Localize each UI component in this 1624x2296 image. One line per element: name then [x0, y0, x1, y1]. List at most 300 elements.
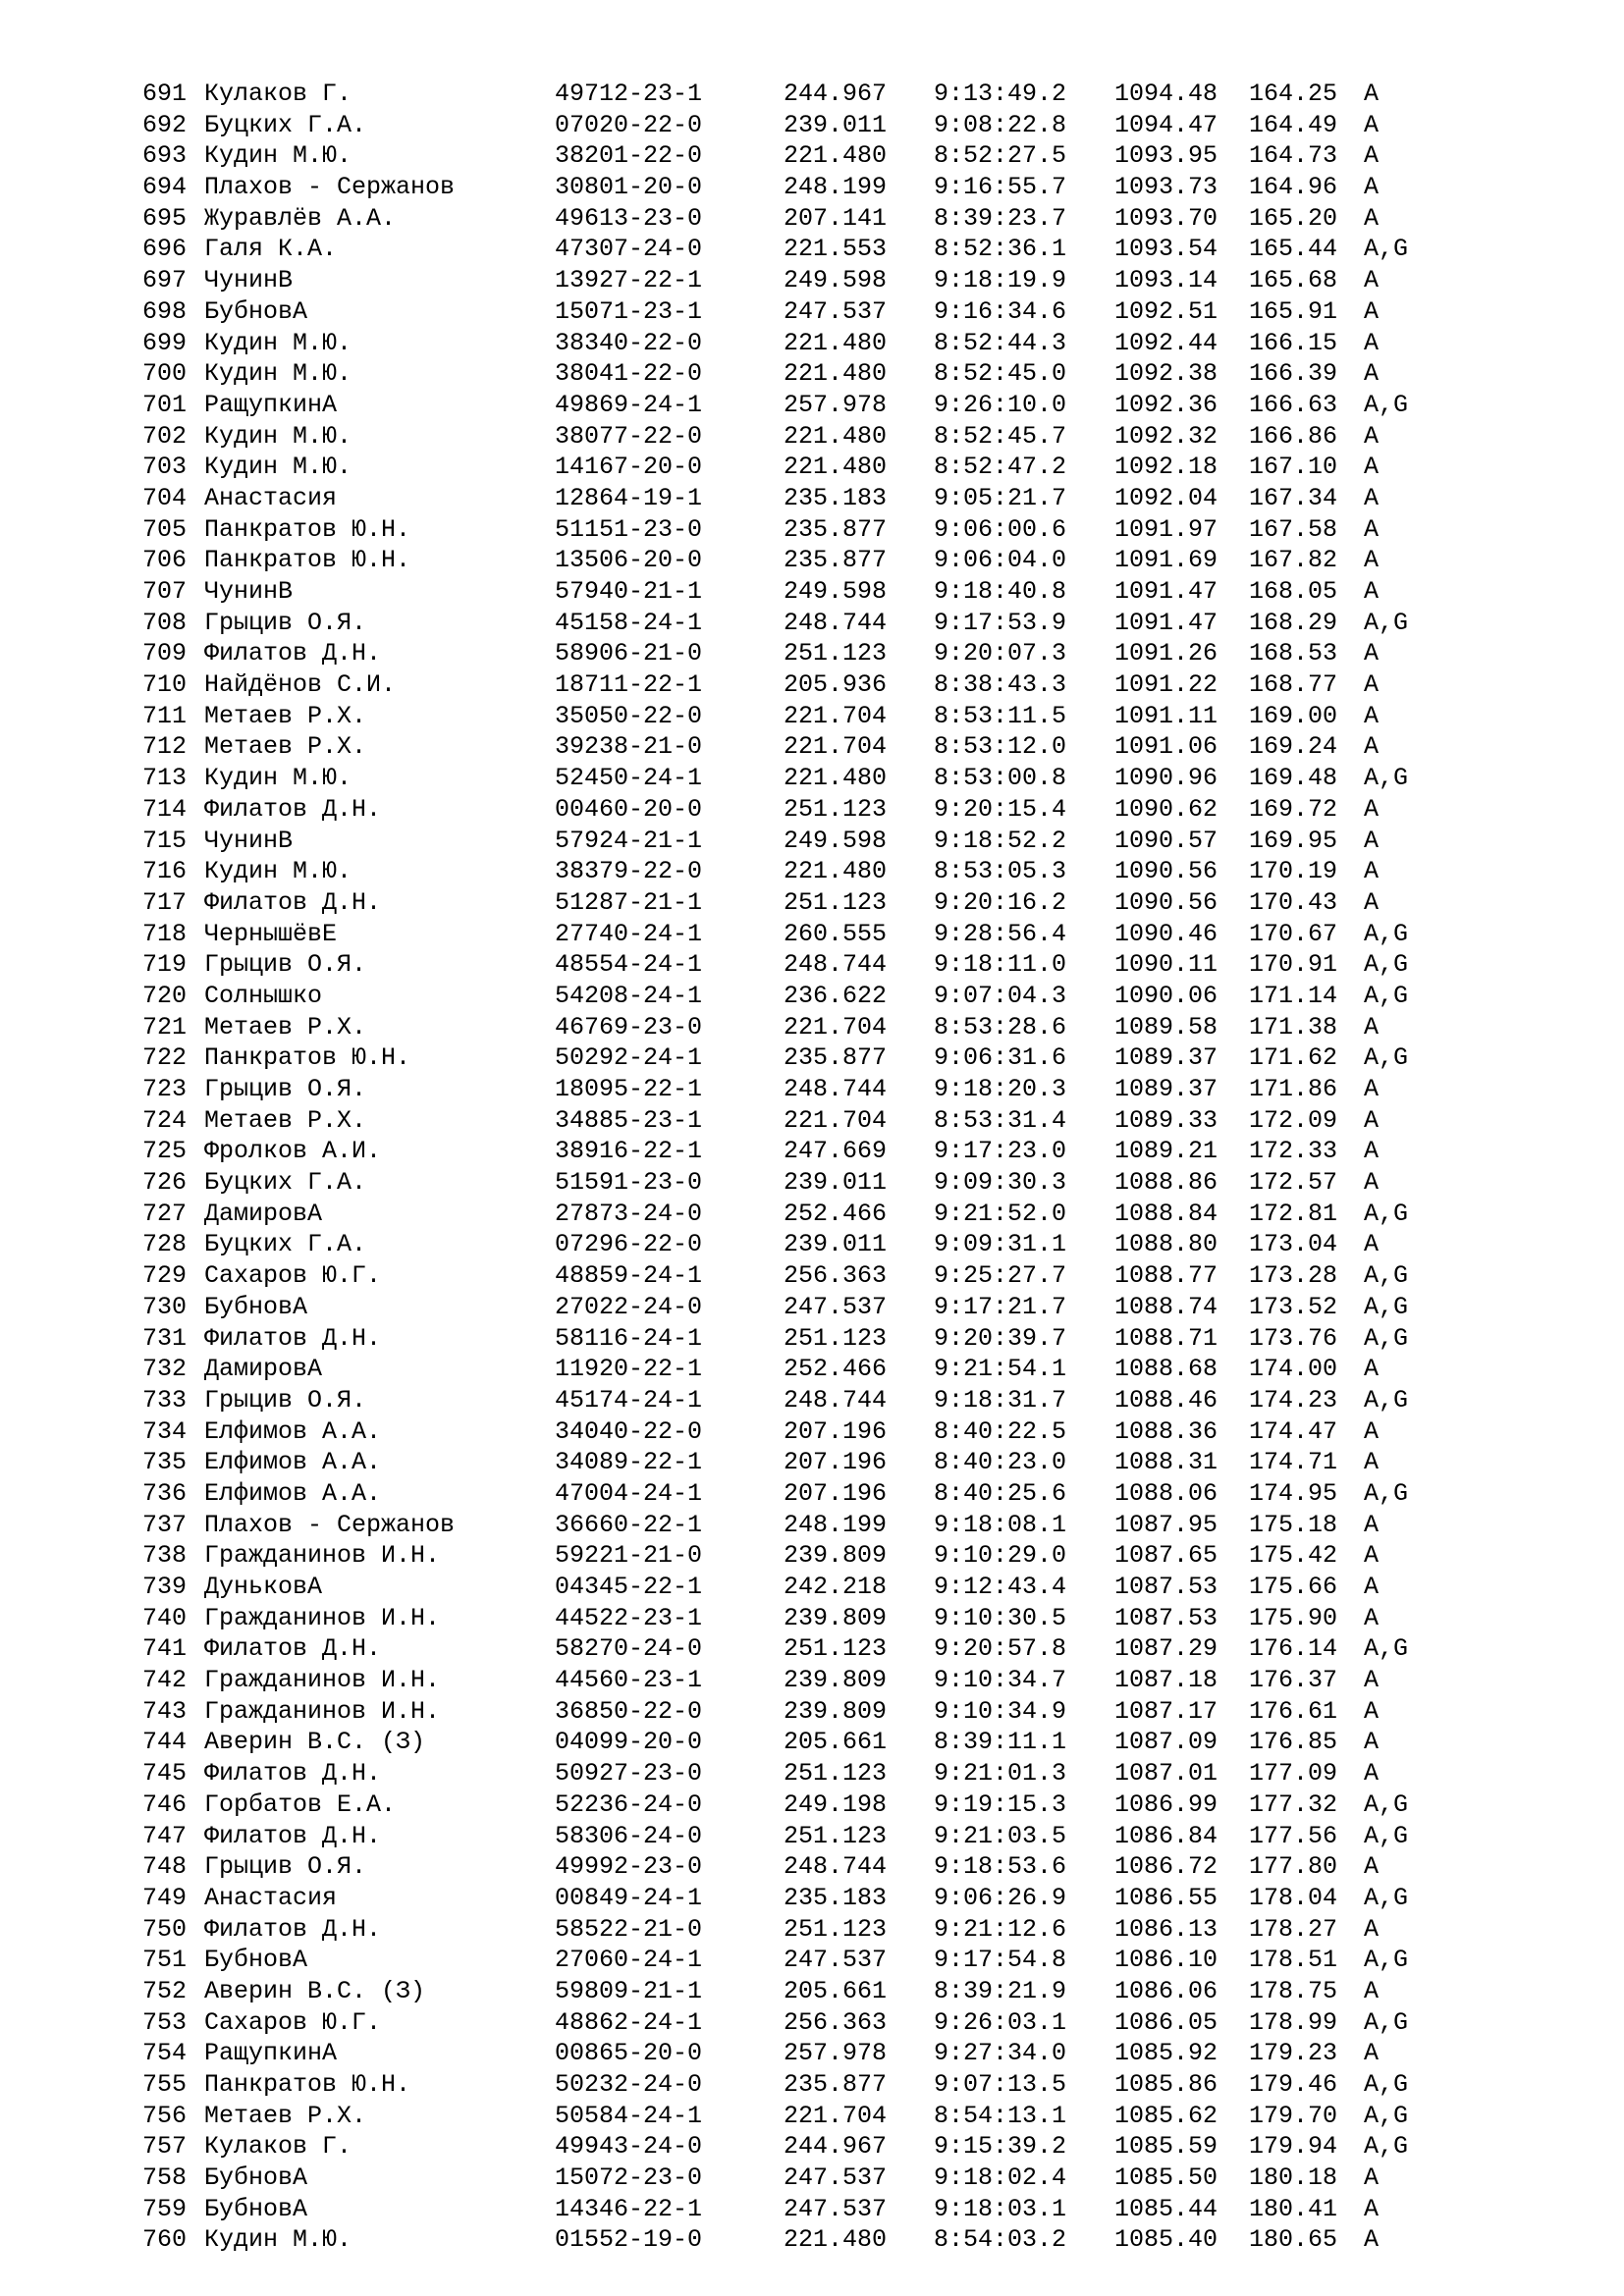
ring-number: 14167-20-0: [555, 453, 703, 482]
flags: A: [1364, 1168, 1380, 1198]
arrival-time: 9:28:56.4: [934, 919, 1067, 948]
result-row: [142, 1167, 1517, 1199]
distance: 221.480: [784, 2225, 888, 2255]
speed: 1090.46: [1114, 919, 1218, 948]
distance: 235.183: [784, 483, 888, 512]
arrival-time: 9:18:20.3: [934, 1075, 1067, 1103]
fancier-name: РащупкинА: [204, 390, 338, 419]
arrival-time: 9:05:21.7: [934, 483, 1067, 512]
fancier-name: Гражданинов И.Н.: [204, 1541, 441, 1571]
flags: A: [1364, 266, 1380, 295]
result-row: [142, 79, 1517, 110]
place: 756: [142, 2101, 188, 2130]
fancier-name: Сахаров Ю.Г.: [204, 1261, 382, 1291]
flags: A,G: [1364, 235, 1409, 264]
result-row: [142, 2194, 1517, 2225]
arrival-time: 8:53:00.8: [934, 764, 1067, 793]
distance: 221.480: [784, 857, 888, 886]
distance: 251.123: [784, 1914, 888, 1944]
result-row: [142, 421, 1517, 453]
flags: A,G: [1364, 1789, 1409, 1819]
result-row: [142, 1416, 1517, 1448]
ring-number: 49712-23-1: [555, 80, 703, 108]
coefficient: 177.56: [1249, 1821, 1338, 1850]
arrival-time: 9:18:40.8: [934, 577, 1067, 606]
speed: 1093.70: [1114, 203, 1218, 233]
place: 743: [142, 1696, 188, 1726]
coefficient: 180.41: [1249, 2194, 1338, 2223]
coefficient: 166.15: [1249, 328, 1338, 357]
distance: 221.704: [784, 1105, 888, 1135]
coefficient: 169.24: [1249, 732, 1338, 762]
arrival-time: 8:39:21.9: [934, 1976, 1067, 2005]
arrival-time: 9:16:34.6: [934, 296, 1067, 326]
flags: A: [1364, 141, 1380, 171]
arrival-time: 9:21:01.3: [934, 1759, 1067, 1789]
coefficient: 179.94: [1249, 2132, 1338, 2162]
flags: A: [1364, 1230, 1380, 1259]
coefficient: 173.04: [1249, 1230, 1338, 1259]
flags: A,G: [1364, 1043, 1409, 1073]
arrival-time: 9:06:31.6: [934, 1043, 1067, 1073]
distance: 249.598: [784, 577, 888, 606]
result-row: [142, 1105, 1517, 1137]
arrival-time: 8:52:44.3: [934, 328, 1067, 357]
result-row: [142, 1572, 1517, 1603]
coefficient: 174.23: [1249, 1385, 1338, 1415]
coefficient: 173.28: [1249, 1261, 1338, 1291]
ring-number: 49613-23-0: [555, 203, 703, 233]
result-row: [142, 1789, 1517, 1821]
speed: 1087.01: [1114, 1759, 1218, 1789]
place: 723: [142, 1075, 188, 1103]
place: 748: [142, 1852, 188, 1882]
result-row: [142, 1945, 1517, 1976]
speed: 1090.06: [1114, 981, 1218, 1010]
place: 731: [142, 1323, 188, 1353]
place: 708: [142, 608, 188, 637]
ring-number: 38041-22-0: [555, 359, 703, 389]
speed: 1092.04: [1114, 483, 1218, 512]
fancier-name: БубновА: [204, 2194, 308, 2223]
distance: 244.967: [784, 2132, 888, 2162]
result-row: [142, 1042, 1517, 1074]
fancier-name: Гражданинов И.Н.: [204, 1696, 441, 1726]
result-row: [142, 1727, 1517, 1758]
flags: A: [1364, 1448, 1380, 1477]
speed: 1089.21: [1114, 1137, 1218, 1166]
result-row: [142, 638, 1517, 669]
distance: 248.744: [784, 950, 888, 980]
arrival-time: 9:18:53.6: [934, 1852, 1067, 1882]
distance: 221.480: [784, 328, 888, 357]
flags: A: [1364, 794, 1380, 824]
arrival-time: 8:53:31.4: [934, 1105, 1067, 1135]
speed: 1087.53: [1114, 1573, 1218, 1601]
ring-number: 36660-22-1: [555, 1510, 703, 1539]
coefficient: 172.81: [1249, 1199, 1338, 1228]
speed: 1088.71: [1114, 1323, 1218, 1353]
flags: A: [1364, 173, 1380, 202]
fancier-name: Грыцив О.Я.: [204, 950, 367, 980]
ring-number: 48859-24-1: [555, 1261, 703, 1291]
fancier-name: Анастасия: [204, 483, 338, 512]
fancier-name: Анастасия: [204, 1883, 338, 1912]
coefficient: 175.42: [1249, 1541, 1338, 1571]
speed: 1092.44: [1114, 328, 1218, 357]
speed: 1086.72: [1114, 1852, 1218, 1882]
ring-number: 38340-22-0: [555, 328, 703, 357]
coefficient: 173.52: [1249, 1292, 1338, 1321]
flags: A,G: [1364, 1323, 1409, 1353]
fancier-name: ЧунинВ: [204, 266, 294, 295]
flags: A: [1364, 1573, 1380, 1601]
flags: A: [1364, 857, 1380, 886]
fancier-name: ДамировА: [204, 1199, 323, 1228]
coefficient: 164.73: [1249, 141, 1338, 171]
ring-number: 45174-24-1: [555, 1385, 703, 1415]
result-row: [142, 949, 1517, 981]
fancier-name: Журавлёв А.А.: [204, 203, 397, 233]
ring-number: 50927-23-0: [555, 1759, 703, 1789]
flags: A,G: [1364, 2101, 1409, 2130]
coefficient: 164.25: [1249, 80, 1338, 108]
flags: A: [1364, 732, 1380, 762]
flags: A: [1364, 2039, 1380, 2068]
ring-number: 36850-22-0: [555, 1696, 703, 1726]
distance: 256.363: [784, 2007, 888, 2037]
fancier-name: Плахов - Сержанов: [204, 1510, 456, 1539]
place: 747: [142, 1821, 188, 1850]
speed: 1085.59: [1114, 2132, 1218, 2162]
ring-number: 12864-19-1: [555, 483, 703, 512]
flags: A: [1364, 2194, 1380, 2223]
result-row: [142, 2007, 1517, 2039]
coefficient: 165.68: [1249, 266, 1338, 295]
fancier-name: Панкратов Ю.Н.: [204, 546, 411, 575]
arrival-time: 9:08:22.8: [934, 110, 1067, 139]
distance: 239.809: [784, 1696, 888, 1726]
result-row: [142, 1914, 1517, 1946]
speed: 1091.47: [1114, 608, 1218, 637]
coefficient: 170.91: [1249, 950, 1338, 980]
distance: 252.466: [784, 1199, 888, 1228]
speed: 1086.05: [1114, 2007, 1218, 2037]
coefficient: 176.37: [1249, 1666, 1338, 1695]
ring-number: 52450-24-1: [555, 764, 703, 793]
flags: A: [1364, 328, 1380, 357]
place: 760: [142, 2225, 188, 2255]
distance: 248.199: [784, 1510, 888, 1539]
fancier-name: Буцких Г.А.: [204, 110, 367, 139]
result-row: [142, 826, 1517, 857]
coefficient: 178.04: [1249, 1883, 1338, 1912]
result-row: [142, 576, 1517, 608]
place: 695: [142, 203, 188, 233]
fancier-name: Грыцив О.Я.: [204, 1385, 367, 1415]
place: 714: [142, 794, 188, 824]
result-row: [142, 2069, 1517, 2101]
result-row: [142, 203, 1517, 235]
arrival-time: 9:18:03.1: [934, 2194, 1067, 2223]
coefficient: 169.95: [1249, 826, 1338, 855]
place: 722: [142, 1043, 188, 1073]
speed: 1091.06: [1114, 732, 1218, 762]
place: 740: [142, 1603, 188, 1632]
flags: A,G: [1364, 764, 1409, 793]
result-row: [142, 1260, 1517, 1292]
distance: 247.537: [784, 2194, 888, 2223]
flags: A,G: [1364, 950, 1409, 980]
coefficient: 170.67: [1249, 919, 1338, 948]
arrival-time: 8:40:25.6: [934, 1478, 1067, 1508]
fancier-name: Филатов Д.Н.: [204, 1634, 382, 1664]
speed: 1091.97: [1114, 514, 1218, 544]
place: 757: [142, 2132, 188, 2162]
distance: 221.480: [784, 421, 888, 451]
flags: A: [1364, 546, 1380, 575]
coefficient: 165.44: [1249, 235, 1338, 264]
result-row: [142, 328, 1517, 359]
arrival-time: 9:10:34.7: [934, 1666, 1067, 1695]
ring-number: 04099-20-0: [555, 1728, 703, 1757]
arrival-time: 8:40:22.5: [934, 1416, 1067, 1446]
fancier-name: Кулаков Г.: [204, 2132, 352, 2162]
result-row: [142, 1540, 1517, 1572]
speed: 1086.99: [1114, 1789, 1218, 1819]
result-row: [142, 731, 1517, 763]
arrival-time: 9:06:04.0: [934, 546, 1067, 575]
ring-number: 49869-24-1: [555, 390, 703, 419]
arrival-time: 9:18:08.1: [934, 1510, 1067, 1539]
coefficient: 172.33: [1249, 1137, 1338, 1166]
flags: A: [1364, 1603, 1380, 1632]
fancier-name: Метаев Р.Х.: [204, 732, 367, 762]
distance: 249.598: [784, 266, 888, 295]
speed: 1087.65: [1114, 1541, 1218, 1571]
speed: 1091.11: [1114, 701, 1218, 730]
distance: 221.480: [784, 764, 888, 793]
result-row: [142, 483, 1517, 514]
result-row: [142, 1074, 1517, 1105]
coefficient: 177.80: [1249, 1852, 1338, 1882]
place: 750: [142, 1914, 188, 1944]
result-row: [142, 1354, 1517, 1385]
coefficient: 180.65: [1249, 2225, 1338, 2255]
fancier-name: Аверин В.С. (З): [204, 1728, 426, 1757]
speed: 1092.38: [1114, 359, 1218, 389]
distance: 251.123: [784, 1821, 888, 1850]
coefficient: 166.39: [1249, 359, 1338, 389]
arrival-time: 9:17:23.0: [934, 1137, 1067, 1166]
fancier-name: ДамировА: [204, 1355, 323, 1384]
flags: A: [1364, 1137, 1380, 1166]
flags: A,G: [1364, 981, 1409, 1010]
fancier-name: Горбатов Е.А.: [204, 1789, 397, 1819]
ring-number: 58906-21-0: [555, 639, 703, 668]
place: 705: [142, 514, 188, 544]
place: 735: [142, 1448, 188, 1477]
ring-number: 14346-22-1: [555, 2194, 703, 2223]
fancier-name: Гражданинов И.Н.: [204, 1603, 441, 1632]
ring-number: 58270-24-0: [555, 1634, 703, 1664]
flags: A: [1364, 421, 1380, 451]
fancier-name: Гражданинов И.Н.: [204, 1666, 441, 1695]
coefficient: 168.77: [1249, 670, 1338, 700]
speed: 1085.62: [1114, 2101, 1218, 2130]
speed: 1091.22: [1114, 670, 1218, 700]
ring-number: 46769-23-0: [555, 1012, 703, 1041]
flags: A: [1364, 1759, 1380, 1789]
place: 691: [142, 80, 188, 108]
result-row: [142, 1696, 1517, 1728]
result-row: [142, 1665, 1517, 1696]
arrival-time: 8:40:23.0: [934, 1448, 1067, 1477]
fancier-name: Филатов Д.Н.: [204, 1914, 382, 1944]
distance: 244.967: [784, 80, 888, 108]
ring-number: 51151-23-0: [555, 514, 703, 544]
speed: 1087.29: [1114, 1634, 1218, 1664]
ring-number: 07020-22-0: [555, 110, 703, 139]
ring-number: 27022-24-0: [555, 1292, 703, 1321]
speed: 1087.95: [1114, 1510, 1218, 1539]
results-list: [142, 79, 1517, 2256]
distance: 247.537: [784, 2163, 888, 2193]
result-row: [142, 1447, 1517, 1478]
place: 721: [142, 1012, 188, 1041]
place: 715: [142, 826, 188, 855]
place: 699: [142, 328, 188, 357]
speed: 1093.95: [1114, 141, 1218, 171]
place: 709: [142, 639, 188, 668]
place: 752: [142, 1976, 188, 2005]
distance: 247.537: [784, 296, 888, 326]
coefficient: 174.95: [1249, 1478, 1338, 1508]
distance: 251.123: [784, 887, 888, 917]
ring-number: 38077-22-0: [555, 421, 703, 451]
distance: 235.877: [784, 514, 888, 544]
flags: A: [1364, 1696, 1380, 1726]
ring-number: 18711-22-1: [555, 670, 703, 700]
flags: A,G: [1364, 919, 1409, 948]
distance: 221.480: [784, 453, 888, 482]
speed: 1086.06: [1114, 1976, 1218, 2005]
result-row: [142, 1229, 1517, 1260]
coefficient: 175.66: [1249, 1573, 1338, 1601]
flags: A: [1364, 359, 1380, 389]
fancier-name: Грыцив О.Я.: [204, 608, 367, 637]
flags: A,G: [1364, 1883, 1409, 1912]
distance: 205.661: [784, 1728, 888, 1757]
speed: 1088.77: [1114, 1261, 1218, 1291]
place: 717: [142, 887, 188, 917]
result-row: [142, 856, 1517, 887]
ring-number: 51287-21-1: [555, 887, 703, 917]
speed: 1091.26: [1114, 639, 1218, 668]
flags: A,G: [1364, 1261, 1409, 1291]
place: 718: [142, 919, 188, 948]
distance: 242.218: [784, 1573, 888, 1601]
arrival-time: 9:17:21.7: [934, 1292, 1067, 1321]
speed: 1090.56: [1114, 857, 1218, 886]
place: 737: [142, 1510, 188, 1539]
ring-number: 44560-23-1: [555, 1666, 703, 1695]
arrival-time: 9:26:10.0: [934, 390, 1067, 419]
place: 712: [142, 732, 188, 762]
flags: A: [1364, 1914, 1380, 1944]
ring-number: 27060-24-1: [555, 1946, 703, 1975]
place: 739: [142, 1573, 188, 1601]
arrival-time: 9:10:34.9: [934, 1696, 1067, 1726]
result-row: [142, 1136, 1517, 1167]
distance: 205.661: [784, 1976, 888, 2005]
arrival-time: 9:18:02.4: [934, 2163, 1067, 2193]
ring-number: 49943-24-0: [555, 2132, 703, 2162]
coefficient: 179.46: [1249, 2070, 1338, 2099]
flags: A: [1364, 1541, 1380, 1571]
fancier-name: Грыцив О.Я.: [204, 1075, 367, 1103]
place: 733: [142, 1385, 188, 1415]
result-row: [142, 545, 1517, 576]
coefficient: 164.49: [1249, 110, 1338, 139]
distance: 251.123: [784, 794, 888, 824]
arrival-time: 9:18:11.0: [934, 950, 1067, 980]
result-row: [142, 1323, 1517, 1355]
arrival-time: 9:20:07.3: [934, 639, 1067, 668]
ring-number: 54208-24-1: [555, 981, 703, 1010]
speed: 1088.31: [1114, 1448, 1218, 1477]
fancier-name: Филатов Д.Н.: [204, 639, 382, 668]
place: 734: [142, 1416, 188, 1446]
fancier-name: Аверин В.С. (З): [204, 1976, 426, 2005]
ring-number: 44522-23-1: [555, 1603, 703, 1632]
flags: A: [1364, 1852, 1380, 1882]
arrival-time: 9:27:34.0: [934, 2039, 1067, 2068]
result-row: [142, 2163, 1517, 2194]
coefficient: 168.05: [1249, 577, 1338, 606]
speed: 1093.73: [1114, 173, 1218, 202]
flags: A: [1364, 453, 1380, 482]
distance: 207.196: [784, 1478, 888, 1508]
coefficient: 171.86: [1249, 1075, 1338, 1103]
place: 746: [142, 1789, 188, 1819]
fancier-name: Филатов Д.Н.: [204, 1821, 382, 1850]
distance: 239.809: [784, 1541, 888, 1571]
distance: 235.877: [784, 2070, 888, 2099]
arrival-time: 9:20:16.2: [934, 887, 1067, 917]
speed: 1094.48: [1114, 80, 1218, 108]
coefficient: 180.18: [1249, 2163, 1338, 2193]
flags: A: [1364, 483, 1380, 512]
arrival-time: 9:25:27.7: [934, 1261, 1067, 1291]
speed: 1089.33: [1114, 1105, 1218, 1135]
fancier-name: БубновА: [204, 2163, 308, 2193]
ring-number: 13927-22-1: [555, 266, 703, 295]
arrival-time: 8:53:28.6: [934, 1012, 1067, 1041]
fancier-name: Метаев Р.Х.: [204, 1105, 367, 1135]
distance: 205.936: [784, 670, 888, 700]
distance: 248.744: [784, 1852, 888, 1882]
speed: 1087.18: [1114, 1666, 1218, 1695]
fancier-name: БубновА: [204, 1292, 308, 1321]
flags: A: [1364, 1728, 1380, 1757]
fancier-name: Кудин М.Ю.: [204, 2225, 352, 2255]
distance: 207.141: [784, 203, 888, 233]
place: 754: [142, 2039, 188, 2068]
arrival-time: 9:21:12.6: [934, 1914, 1067, 1944]
ring-number: 38916-22-1: [555, 1137, 703, 1166]
result-row: [142, 2038, 1517, 2069]
